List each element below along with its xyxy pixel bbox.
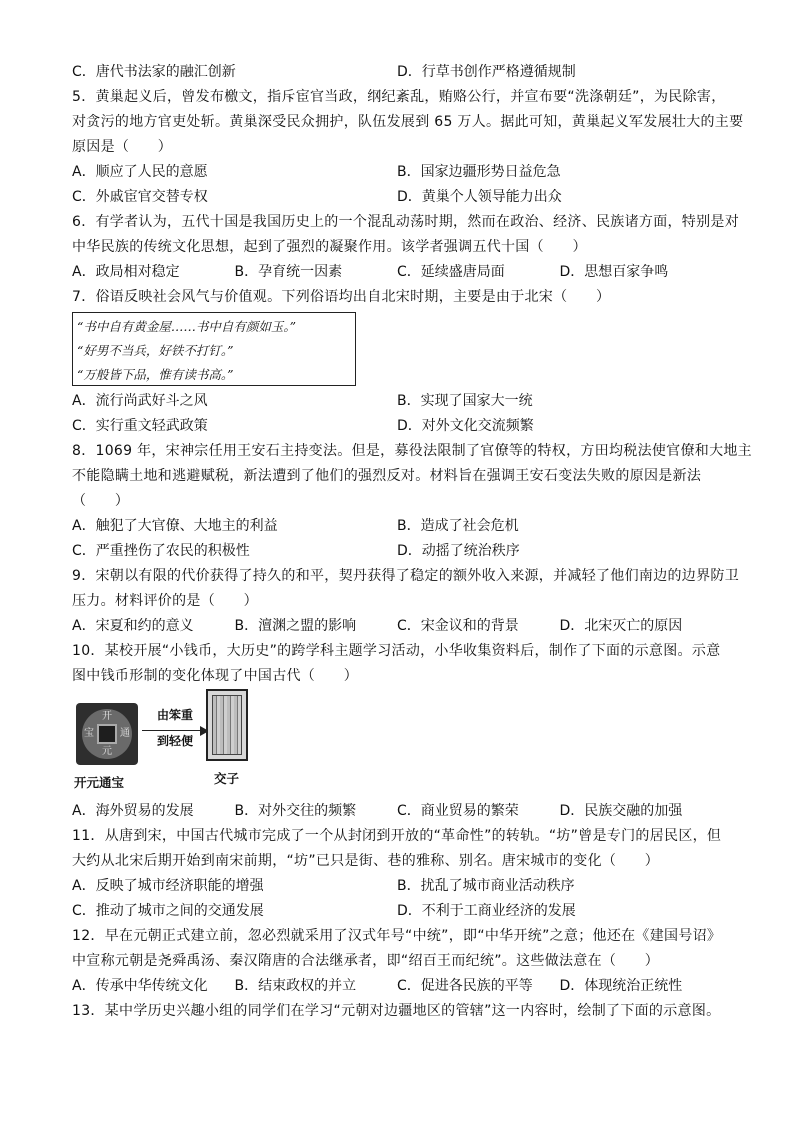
q9-option-a[interactable]: A．宋夏和约的意义	[72, 618, 194, 634]
coin-char-left: 宝	[84, 728, 94, 739]
q8-option-c[interactable]: C．严重挫伤了农民的积极性	[72, 543, 250, 559]
q8-option-a[interactable]: A．触犯了大官僚、大地主的利益	[72, 518, 278, 534]
q5-option-a[interactable]: A．顺应了人民的意愿	[72, 164, 208, 180]
coin-char-top: 开	[102, 711, 112, 722]
q8-stem-line3: （ ）	[72, 493, 130, 509]
jiaozi-note-print	[212, 695, 242, 755]
q7-quote-3: “万般皆下品，惟有读书高。”	[77, 367, 234, 382]
q11-stem-line2: 大约从北宋后期开始到南宋前期，“坊”已只是街、巷的雅称、别名。唐宋城市的变化（ ）	[72, 853, 660, 869]
q6-option-d[interactable]: D．思想百家争鸣	[559, 264, 669, 280]
q9-option-c[interactable]: C．宋金议和的背景	[397, 618, 519, 634]
q9-option-d[interactable]: D．北宋灭亡的原因	[559, 618, 683, 634]
q5-option-d[interactable]: D．黄巢个人领导能力出众	[397, 189, 562, 205]
q4-option-d[interactable]: D．行草书创作严格遵循规制	[397, 64, 576, 80]
q11-option-a[interactable]: A．反映了城市经济职能的增强	[72, 878, 264, 894]
q12-stem-line2: 中宣称元朝是尧舜禹汤、秦汉隋唐的合法继承者，即“绍百王而纪统”。这些做法意在（ ）	[72, 953, 660, 969]
q9-options	[72, 614, 722, 639]
coin-char-bottom: 元	[102, 746, 112, 757]
q9-stem-line1: 9．宋朝以有限的代价获得了持久的和平，契丹获得了稳定的额外收入来源，并减轻了他们南边的边界防卫	[72, 568, 740, 584]
q10-option-c[interactable]: C．商业贸易的繁荣	[397, 803, 519, 819]
q7-stem-line1: 7．俗语反映社会风气与价值观。下列俗语均出自北宋时期，主要是由于北宋（ ）	[72, 289, 611, 305]
q9-stem-line2: 压力。材料评价的是（ ）	[72, 593, 258, 609]
q5-options-cd	[72, 185, 722, 210]
q6-stem-line2: 中华民族的传统文化思想，起到了强烈的凝聚作用。该学者强调五代十国（ ）	[72, 239, 587, 255]
q8-stem-line2: 不能隐瞒土地和逃避赋税，新法遭到了他们的强烈反对。材料旨在强调王安石变法失败的原因是新法	[72, 468, 702, 484]
q10-option-b[interactable]: B．对外交往的频繁	[234, 803, 357, 819]
q9-option-b[interactable]: B．澶渊之盟的影响	[234, 618, 357, 634]
q12-option-b[interactable]: B．结束政权的并立	[234, 978, 357, 994]
q6-options	[72, 260, 722, 285]
q13-stem-line1: 13．某中学历史兴趣小组的同学们在学习“元朝对边疆地区的管辖”这一内容时，绘制了下面的示意图。	[72, 1003, 721, 1019]
q12-option-d[interactable]: D．体现统治正统性	[559, 978, 683, 994]
q7-option-d[interactable]: D．对外文化交流频繁	[397, 418, 534, 434]
q11-option-d[interactable]: D．不利于工商业经济的发展	[397, 903, 576, 919]
q7-options-cd	[72, 414, 722, 439]
q12-options	[72, 974, 722, 999]
exam-page	[72, 60, 752, 1024]
q10-options	[72, 799, 722, 824]
q4-option-c[interactable]: C．唐代书法家的融汇创新	[72, 64, 236, 80]
q7-option-a[interactable]: A．流行尚武好斗之风	[72, 393, 208, 409]
q10-option-d[interactable]: D．民族交融的加强	[559, 803, 683, 819]
q4-options-cd	[72, 60, 722, 85]
coin-caption: 开元通宝	[74, 775, 125, 790]
q6-option-a[interactable]: A．政局相对稳定	[72, 264, 180, 280]
q8-option-d[interactable]: D．动摇了统治秩序	[397, 543, 520, 559]
q12-option-a[interactable]: A．传承中华传统文化	[72, 978, 208, 994]
q5-option-b[interactable]: B．国家边疆形势日益危急	[397, 164, 561, 180]
q11-option-c[interactable]: C．推动了城市之间的交通发展	[72, 903, 264, 919]
q7-option-c[interactable]: C．实行重文轻武政策	[72, 418, 208, 434]
q6-stem-line1: 6．有学者认为，五代十国是我国历史上的一个混乱动荡时期，然而在政治、经济、民族诸方面，特别是对	[72, 214, 740, 230]
q11-stem-line1: 11．从唐到宋，中国古代城市完成了一个从封闭到开放的“革命性”的转轨。“坊”曾是专门的居民区，但	[72, 828, 722, 844]
q8-options-cd	[72, 539, 722, 564]
arrow-shaft	[142, 730, 202, 731]
q10-option-a[interactable]: A．海外贸易的发展	[72, 803, 194, 819]
q5-stem-line1: 5．黄巢起义后，曾发布檄文，指斥宦官当政，纲纪紊乱，贿赂公行，并宣布要“洗涤朝廷”，为民除害，	[72, 89, 726, 105]
arrow-label	[142, 705, 208, 751]
q10-stem-line2: 图中钱币形制的变化体现了中国古代（ ）	[72, 668, 358, 684]
q5-options-ab	[72, 160, 722, 185]
coin-char-right: 通	[120, 728, 130, 739]
q12-option-c[interactable]: C．促进各民族的平等	[397, 978, 533, 994]
q10-stem-line1: 10．某校开展“小钱币，大历史”的跨学科主题学习活动，小华收集资料后，制作了下面的示意图。示意	[72, 643, 721, 659]
q8-option-b[interactable]: B．造成了社会危机	[397, 518, 519, 534]
q7-quote-1: “书中自有黄金屋……书中自有颜如玉。”	[77, 319, 297, 334]
jiaozi-note-image	[206, 689, 248, 761]
kaiyuan-coin-image	[76, 703, 138, 765]
q6-option-b[interactable]: B．孕育统一因素	[234, 264, 343, 280]
q8-stem-line1: 8．1069 年，宋神宗任用王安石主持变法。但是，募役法限制了官僚等的特权，方田均税法使官僚和大地主	[72, 443, 752, 459]
q11-option-b[interactable]: B．扰乱了城市商业活动秩序	[397, 878, 575, 894]
q11-options-ab	[72, 874, 722, 899]
q7-quote-2: “好男不当兵，好铁不打钉。”	[77, 343, 234, 358]
q6-option-c[interactable]: C．延续盛唐局面	[397, 264, 505, 280]
arrow-label-line2: 到轻便	[156, 734, 193, 748]
q11-options-cd	[72, 899, 722, 924]
q7-option-b[interactable]: B．实现了国家大一统	[397, 393, 533, 409]
q7-options-ab	[72, 389, 722, 414]
q8-options-ab	[72, 514, 722, 539]
q5-option-c[interactable]: C．外戚宦官交替专权	[72, 189, 208, 205]
q5-stem-line3: 原因是（ ）	[72, 139, 173, 155]
q7-quote-box	[72, 312, 356, 386]
q10-coin-figure	[72, 689, 722, 799]
note-caption: 交子	[214, 771, 240, 786]
q12-stem-line1: 12．早在元朝正式建立前，忽必烈就采用了汉式年号“中统”，即“中华开统”之意；他还在《建国号诏》	[72, 928, 722, 944]
q5-stem-line2: 对贪污的地方官吏处斩。黄巢深受民众拥护，队伍发展到 65 万人。据此可知，黄巢起义军发展壮大的主要	[72, 114, 744, 130]
coin-square-hole	[97, 724, 117, 744]
arrow-label-line1: 由笨重	[156, 708, 193, 722]
